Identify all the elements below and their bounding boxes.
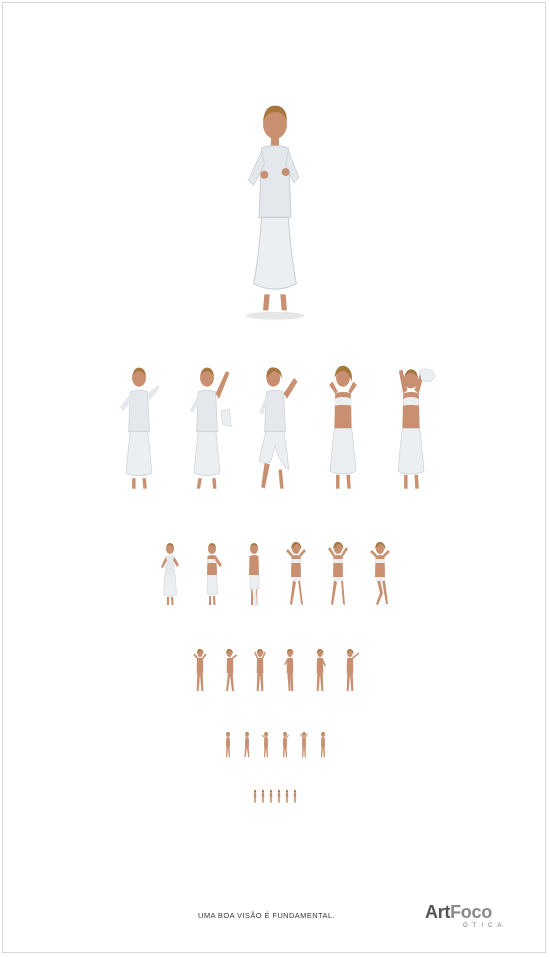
woman-figure — [250, 645, 270, 693]
woman-figure — [284, 788, 290, 804]
woman-figure — [310, 645, 330, 693]
brand-logo — [425, 902, 525, 930]
woman-figure — [155, 537, 185, 607]
woman-figure — [276, 788, 282, 804]
brand-name-primary: Art — [425, 902, 451, 922]
woman-figure — [385, 359, 437, 493]
woman-figure — [222, 729, 234, 759]
woman-figure — [249, 359, 301, 493]
eye-chart-row-2 — [3, 359, 547, 493]
woman-figure — [279, 729, 291, 759]
eye-chart-row-6 — [3, 788, 547, 804]
woman-figure — [340, 645, 360, 693]
woman-figure — [235, 95, 315, 321]
woman-figure — [280, 645, 300, 693]
woman-figure — [190, 645, 210, 693]
woman-figure — [292, 788, 298, 804]
woman-figure — [323, 537, 353, 607]
woman-figure — [281, 537, 311, 607]
woman-figure — [268, 788, 274, 804]
woman-figure — [181, 359, 233, 493]
ad-poster — [2, 2, 546, 953]
brand-subtitle: ÓTICA — [463, 923, 507, 929]
brand-name-secondary: Foco — [450, 902, 492, 922]
eye-chart-row-1 — [3, 95, 547, 321]
eye-chart-row-5 — [3, 729, 547, 759]
eye-chart-row-4 — [3, 645, 547, 693]
ad-tagline: UMA BOA VISÃO É FUNDAMENTAL. — [198, 911, 335, 920]
woman-figure — [260, 788, 266, 804]
woman-figure — [260, 729, 272, 759]
woman-figure — [365, 537, 395, 607]
woman-figure — [241, 729, 253, 759]
woman-figure — [220, 645, 240, 693]
woman-figure — [239, 537, 269, 607]
woman-figure — [298, 729, 310, 759]
woman-figure — [317, 729, 329, 759]
brand-name — [425, 902, 525, 922]
eye-chart-row-3 — [3, 537, 547, 607]
woman-figure — [113, 359, 165, 493]
woman-figure — [197, 537, 227, 607]
woman-figure — [252, 788, 258, 804]
woman-figure — [317, 359, 369, 493]
